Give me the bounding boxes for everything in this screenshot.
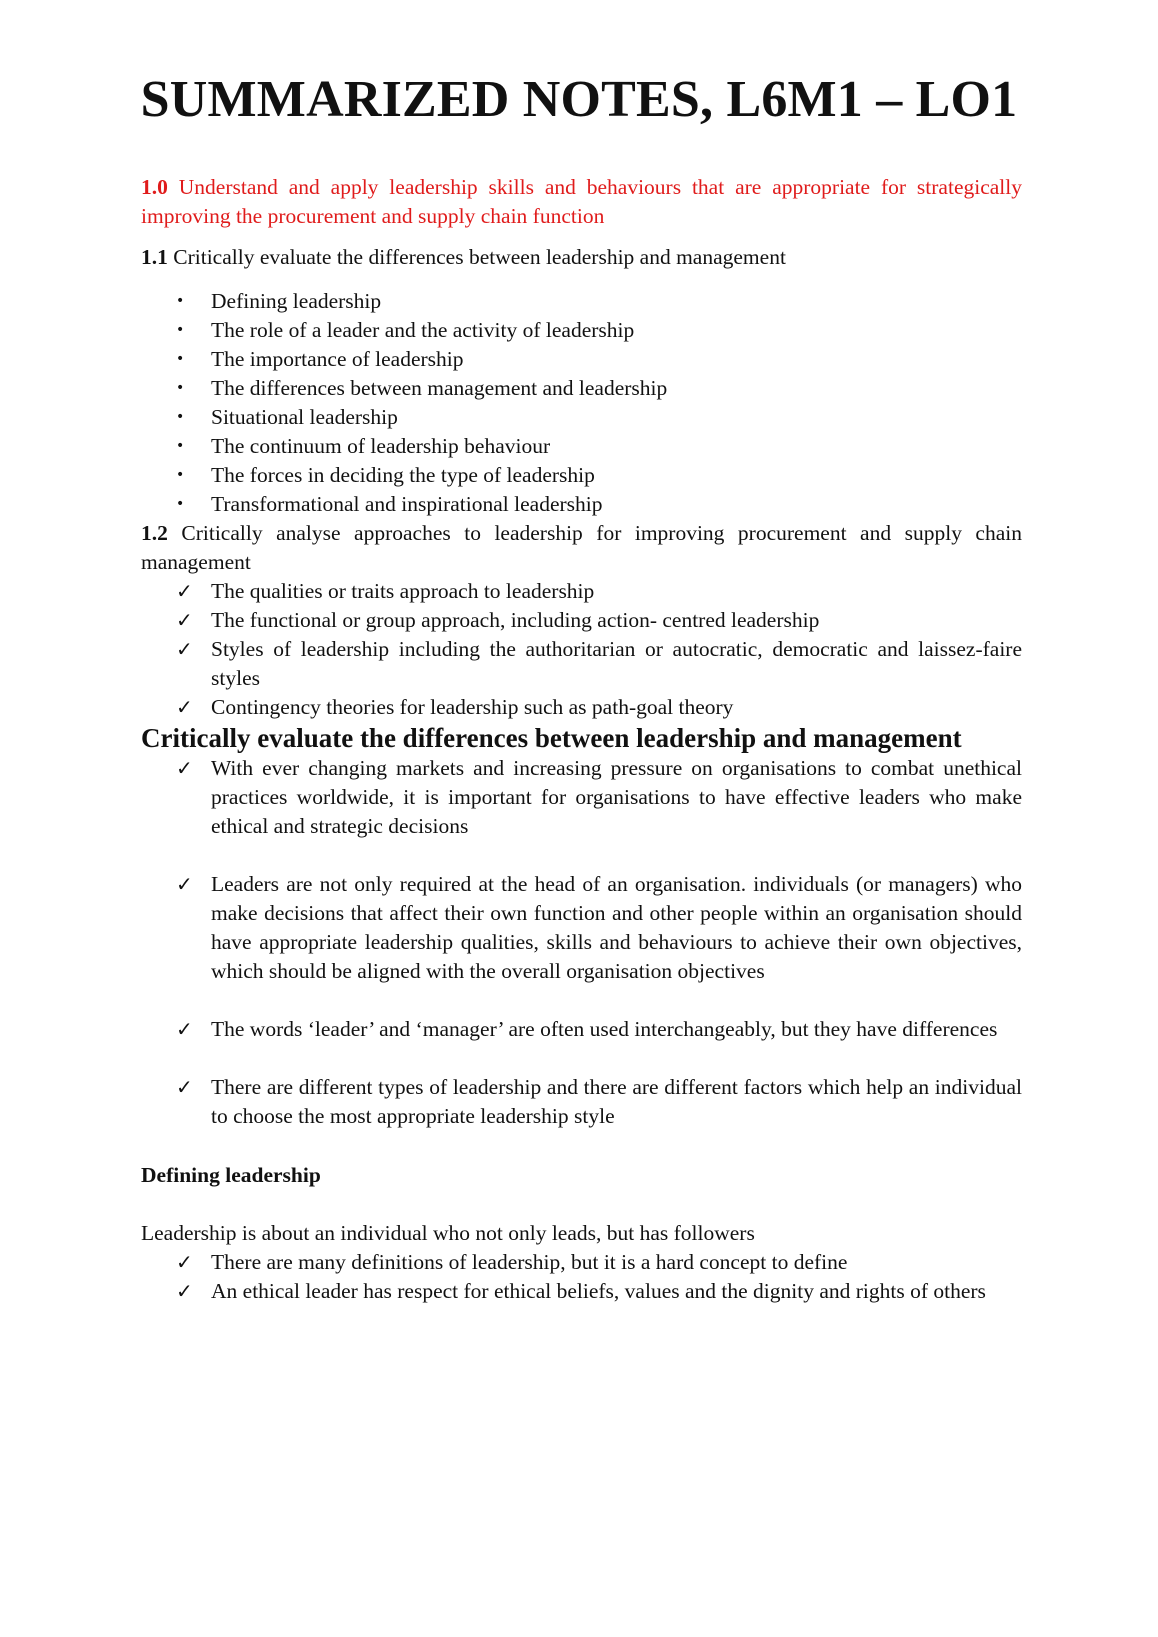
list-item: [141, 635, 1022, 693]
objective-1-2: [141, 519, 1022, 577]
checkmark-icon: ✓: [176, 872, 193, 896]
bullet-icon: •: [176, 467, 185, 483]
checkmark-icon: ✓: [176, 1017, 193, 1041]
objective-number: 1.2: [141, 521, 168, 545]
section-heading: Critically evaluate the differences between leadership and management: [141, 723, 962, 753]
list-item-text: The continuum of leadership behaviour: [211, 434, 551, 458]
bullet-icon: •: [176, 409, 185, 425]
document-body: [141, 173, 1022, 1306]
bullet-icon: •: [176, 438, 185, 454]
list-item: [141, 606, 1022, 635]
list-item: [141, 754, 1022, 841]
defining-points-list: [141, 1248, 1022, 1306]
checkmark-icon: ✓: [176, 1279, 193, 1303]
list-item: [141, 345, 1022, 374]
checkmark-icon: ✓: [176, 637, 193, 661]
objective-text: Critically analyse approaches to leadership for improving procurement and supply chain management: [141, 521, 1022, 574]
list-item-text: The differences between management and leadership: [211, 376, 668, 400]
objective-number: 1.1: [141, 245, 168, 269]
list-item-text: The qualities or traits approach to leadership: [211, 579, 595, 603]
list-item-text: Defining leadership: [211, 289, 382, 313]
list-item: [141, 1015, 1022, 1044]
list-item-text: There are many definitions of leadership, but it is a hard concept to define: [211, 1250, 848, 1274]
bullet-icon: •: [176, 293, 185, 309]
list-item: [141, 870, 1022, 986]
objective-1-0: [141, 173, 1022, 231]
section-points-list: [141, 754, 1022, 1131]
list-item: [141, 1248, 1022, 1277]
list-item: [141, 461, 1022, 490]
bullet-icon: •: [176, 351, 185, 367]
checkmark-icon: ✓: [176, 1250, 193, 1274]
list-item: [141, 1277, 1022, 1306]
checkmark-icon: ✓: [176, 579, 193, 603]
list-item: [141, 693, 1022, 722]
list-item-text: Leaders are not only required at the head of an organisation. individuals (or managers) who make decisions that affect their own function and other people within an organisation should have appropriate leadership qualities, skills and behaviours to achieve their own objectives, which should be aligned with the overall organisation objectives: [211, 872, 1022, 983]
list-item-text: The forces in deciding the type of leadership: [211, 463, 595, 487]
list-item-text: The importance of leadership: [211, 347, 464, 371]
list-item-text: There are different types of leadership and there are different factors which help an individual to choose the most appropriate leadership style: [211, 1075, 1022, 1128]
list-item: [141, 403, 1022, 432]
section-intro: Leadership is about an individual who not only leads, but has followers: [141, 1221, 755, 1245]
objective-number: 1.0: [141, 175, 168, 199]
bullet-icon: •: [176, 322, 185, 338]
list-item-text: Styles of leadership including the authoritarian or autocratic, democratic and laissez-faire styles: [211, 637, 1022, 690]
list-item-text: The words ‘leader’ and ‘manager’ are often used interchangeably, but they have differences: [211, 1017, 998, 1041]
checkmark-icon: ✓: [176, 1075, 193, 1099]
page-title: SUMMARIZED NOTES, L6M1 – LO1: [140, 71, 1018, 128]
checkmark-icon: ✓: [176, 608, 193, 632]
bullet-icon: •: [176, 496, 185, 512]
list-item: [141, 316, 1022, 345]
bullet-icon: •: [176, 380, 185, 396]
list-item: [141, 490, 1022, 519]
list-item-text: Situational leadership: [211, 405, 398, 429]
objective-text: Understand and apply leadership skills and behaviours that are appropriate for strategically improving the procurement and supply chain function: [141, 175, 1022, 228]
checkmark-icon: ✓: [176, 695, 193, 719]
list-item-text: With ever changing markets and increasing pressure on organisations to combat unethical practices worldwide, it is important for organisations to have effective leaders who make ethical and strategic decisions: [211, 756, 1022, 838]
checkmark-icon: ✓: [176, 756, 193, 780]
list-item-text: The role of a leader and the activity of leadership: [211, 318, 635, 342]
objective-1-1: [141, 243, 1022, 272]
list-item: [141, 432, 1022, 461]
objective-1-1-list: [141, 287, 1022, 519]
objective-text: Critically evaluate the differences between leadership and management: [167, 245, 786, 269]
list-item: [141, 1073, 1022, 1131]
list-item: [141, 287, 1022, 316]
list-item-text: An ethical leader has respect for ethical beliefs, values and the dignity and rights of others: [211, 1279, 986, 1303]
sub-heading: Defining leadership: [141, 1163, 321, 1187]
list-item-text: The functional or group approach, including action- centred leadership: [211, 608, 820, 632]
objective-1-2-list: [141, 577, 1022, 722]
list-item: [141, 577, 1022, 606]
list-item-text: Transformational and inspirational leadership: [211, 492, 603, 516]
list-item: [141, 374, 1022, 403]
list-item-text: Contingency theories for leadership such as path-goal theory: [211, 695, 734, 719]
